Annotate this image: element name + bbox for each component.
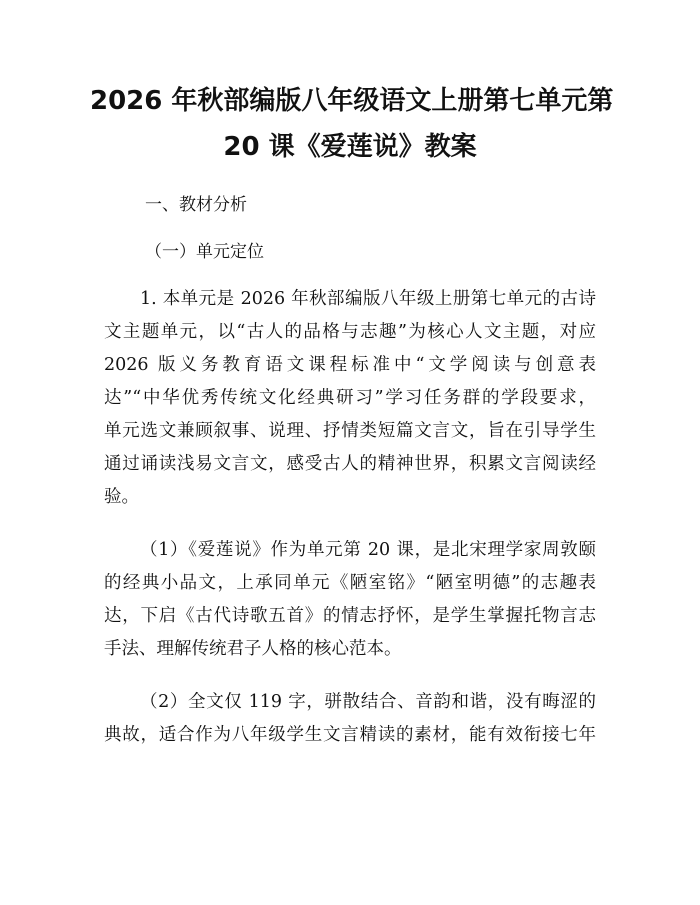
paragraph-1-line-3: 2026 版义务教育语文课程标准中“文学阅读与创意表 bbox=[104, 355, 596, 375]
paragraph-1-line-7: 验。 bbox=[104, 487, 139, 507]
paragraph-2-line-2: 的经典小品文，上承同单元《陋室铭》“陋室明德”的志趣表 bbox=[104, 573, 596, 593]
paragraph-1-line-1: 1. 本单元是 2026 年秋部编版八年级上册第七单元的古诗 bbox=[140, 289, 596, 309]
paragraph-1-line-5: 单元选文兼顾叙事、说理、抒情类短篇文言文，旨在引导学生 bbox=[104, 421, 596, 441]
paragraph-2-line-1: （1）《爱莲说》作为单元第 20 课，是北宋理学家周敦颐 bbox=[140, 540, 596, 560]
paragraph-3-line-2: 典故，适合作为八年级学生文言精读的素材，能有效衔接七年 bbox=[104, 725, 596, 745]
section-heading: 一、教材分析 bbox=[145, 195, 247, 215]
paragraph-1-line-6: 通过诵读浅易文言文，感受古人的精神世界，积累文言阅读经 bbox=[104, 454, 596, 474]
document-title-line-1: 2026 年秋部编版八年级语文上册第七单元第 bbox=[90, 86, 614, 116]
paragraph-2-line-4: 手法、理解传统君子人格的核心范本。 bbox=[104, 639, 402, 659]
paragraph-3-line-1: （2）全文仅 119 字，骈散结合、音韵和谐，没有晦涩的 bbox=[140, 692, 596, 712]
document-title-line-2: 20 课《爱莲说》教案 bbox=[223, 132, 477, 162]
paragraph-2-line-3: 达，下启《古代诗歌五首》的情志抒怀，是学生掌握托物言志 bbox=[104, 606, 596, 626]
paragraph-1-line-2: 文主题单元，以“古人的品格与志趣”为核心人文主题，对应 bbox=[104, 322, 596, 342]
paragraph-1-line-4: 达”“中华优秀传统文化经典研习”学习任务群的学段要求， bbox=[104, 388, 596, 408]
subsection-heading: （一）单元定位 bbox=[145, 242, 264, 262]
